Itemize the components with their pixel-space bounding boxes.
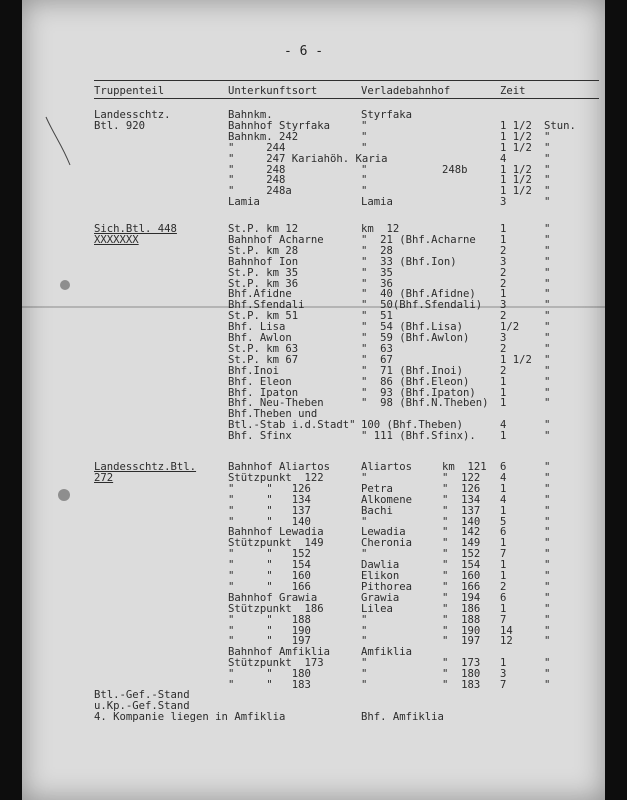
cell-verladebahnhof: Elikon	[361, 570, 400, 582]
cell-zeit: 6	[500, 591, 507, 604]
cell-zeit: 1	[500, 375, 507, 388]
cell-verladebahnhof: "	[361, 657, 368, 670]
cell-unterkunftsort: St.P. km 63	[228, 342, 299, 355]
cell-zeit: 1	[500, 288, 507, 301]
unit-name-line: Landesschtz.	[94, 109, 171, 121]
cell-unterkunftsort: " 247 Kariahöh. Karia	[228, 152, 388, 165]
cell-zeit: 1	[500, 386, 507, 399]
cell-zeit: 1	[500, 397, 507, 410]
punch-hole	[58, 489, 70, 501]
cell-unterkunftsort: Stützpunkt 149	[228, 537, 324, 550]
cell-unterkunftsort: St.P. km 67	[228, 353, 299, 366]
cell-verladebahnhof: "	[361, 613, 368, 626]
cell-zeit: 6	[500, 526, 507, 539]
cell-km: " 186	[442, 602, 481, 615]
cell-zeit-unit: "	[544, 223, 551, 235]
cell-zeit-unit: "	[544, 185, 551, 198]
cell-km: " 173	[442, 657, 481, 670]
cell-unterkunftsort: " 244	[228, 141, 286, 154]
cell-km: " 152	[442, 548, 481, 561]
cell-zeit: 14	[500, 624, 513, 637]
cell-zeit-unit: "	[544, 624, 551, 637]
cell-unterkunftsort: St.P. km 36	[228, 277, 299, 290]
cell-zeit: 2	[500, 364, 507, 377]
unit-name-line: Btl. 920	[94, 119, 146, 132]
cell-zeit-unit: "	[544, 332, 551, 344]
cell-zeit-unit: "	[544, 526, 551, 539]
header-zeit: Zeit	[500, 85, 526, 97]
cell-km: " 190	[442, 624, 481, 637]
cell-unterkunftsort: Bahnhof Acharne	[228, 233, 324, 246]
footer-note: u.Kp.-Gef.Stand	[94, 699, 190, 712]
cell-zeit-unit: "	[544, 482, 551, 495]
cell-zeit: 1	[500, 657, 507, 670]
cell-km: " 142	[442, 526, 481, 539]
header-bottom-rule	[94, 98, 599, 99]
cell-zeit: 2	[500, 277, 507, 290]
cell-verladebahnhof: "	[361, 515, 368, 528]
cell-km: " 122	[442, 471, 481, 484]
cell-unterkunftsort: St.P. km 28	[228, 244, 299, 257]
cell-zeit: 7	[500, 679, 507, 691]
cell-zeit-unit: "	[544, 602, 551, 615]
cell-zeit: 2	[500, 266, 507, 279]
cell-zeit: 4	[500, 471, 507, 484]
cell-km: " 134	[442, 493, 481, 506]
cell-verladebahnhof: "	[361, 679, 368, 691]
cell-verladebahnhof: " 54 (Bhf.Lisa)	[361, 321, 464, 334]
cell-zeit-unit: "	[544, 430, 551, 443]
punch-hole	[60, 280, 70, 290]
header-unterkunftsort: Unterkunftsort	[228, 85, 318, 97]
cell-zeit-unit: "	[544, 152, 551, 165]
cell-km: " 183	[442, 679, 481, 691]
footer-verladebahnhof: Bhf. Amfiklia	[361, 710, 444, 723]
cell-zeit-unit: "	[544, 559, 551, 572]
cell-zeit: 3	[500, 332, 507, 344]
cell-zeit: 1	[500, 482, 507, 495]
cell-verladebahnhof: 100 (Bhf.Theben)	[361, 419, 464, 432]
cell-km: " 140	[442, 515, 481, 528]
cell-zeit: 1 1/2	[500, 130, 532, 143]
cell-zeit: 1	[500, 504, 507, 517]
cell-zeit-unit: "	[544, 537, 551, 550]
cell-verladebahnhof: Petra	[361, 482, 393, 495]
cell-unterkunftsort: Bahnkm. 242	[228, 130, 299, 143]
cell-zeit: 7	[500, 613, 507, 626]
cell-verladebahnhof: " 63	[361, 342, 393, 355]
cell-zeit: 4	[500, 493, 507, 506]
unit-name-line: XXXXXXX	[94, 233, 139, 246]
cell-zeit: 1 1/2	[500, 163, 532, 176]
cell-zeit: 1 1/2	[500, 174, 532, 187]
cell-verladebahnhof: "	[361, 141, 368, 154]
cell-zeit: 5	[500, 515, 507, 528]
cell-zeit: 6	[500, 461, 507, 473]
cell-verladebahnhof: Grawia	[361, 591, 400, 604]
cell-zeit: 1	[500, 570, 507, 582]
cell-verladebahnhof: km 12	[361, 223, 400, 235]
cell-zeit-unit: "	[544, 515, 551, 528]
cell-unterkunftsort: Bhf.Theben und	[228, 408, 318, 421]
cell-zeit-unit: "	[544, 141, 551, 154]
cell-verladebahnhof: "	[361, 668, 368, 681]
cell-km: 248b	[442, 163, 468, 176]
cell-zeit-unit: "	[544, 679, 551, 691]
cell-km: " 197	[442, 635, 481, 648]
cell-zeit: 2	[500, 580, 507, 593]
cell-zeit: 2	[500, 244, 507, 257]
cell-zeit-unit: "	[544, 570, 551, 582]
cell-verladebahnhof: Styrfaka	[361, 109, 413, 121]
cell-verladebahnhof: Pithorea	[361, 580, 413, 593]
cell-zeit: 1	[500, 537, 507, 550]
cell-unterkunftsort: " " 180	[228, 668, 311, 681]
header-top-rule	[94, 80, 599, 81]
cell-unterkunftsort: Bahnhof Amfiklia	[228, 646, 331, 659]
cell-verladebahnhof: " 86 (Bhf.Eleon)	[361, 375, 470, 388]
cell-verladebahnhof: "	[361, 548, 368, 561]
cell-zeit-unit: "	[544, 548, 551, 561]
cell-unterkunftsort: Stützpunkt 122	[228, 471, 324, 484]
cell-verladebahnhof: "	[361, 130, 368, 143]
cell-km: " 180	[442, 668, 481, 681]
cell-zeit-unit: "	[544, 130, 551, 143]
cell-unterkunftsort: " " 197	[228, 635, 311, 648]
cell-zeit-unit: "	[544, 386, 551, 399]
page-number: - 6 -	[284, 44, 324, 59]
cell-zeit-unit: "	[544, 244, 551, 257]
cell-unterkunftsort: St.P. km 35	[228, 266, 299, 279]
cell-km: " 194	[442, 591, 481, 604]
cell-verladebahnhof: " 21 (Bhf.Acharne	[361, 233, 476, 246]
cell-zeit: 1	[500, 223, 507, 235]
cell-verladebahnhof: " 71 (Bhf.Inoi)	[361, 364, 464, 377]
cell-verladebahnhof: "	[361, 163, 368, 176]
cell-zeit-unit: "	[544, 397, 551, 410]
cell-zeit: 1	[500, 559, 507, 572]
header-truppenteil: Truppenteil	[94, 85, 165, 97]
cell-verladebahnhof: " 33 (Bhf.Ion)	[361, 255, 457, 268]
cell-verladebahnhof: "	[361, 119, 368, 132]
cell-unterkunftsort: " " 183	[228, 679, 311, 691]
cell-verladebahnhof: "	[361, 635, 368, 648]
cell-zeit-unit: "	[544, 299, 551, 312]
cell-verladebahnhof: " 93 (Bhf.Ipaton)	[361, 386, 476, 399]
cell-km: " 154	[442, 559, 481, 572]
cell-zeit-unit: "	[544, 163, 551, 176]
cell-verladebahnhof: Amfiklia	[361, 646, 413, 659]
cell-zeit-unit: "	[544, 310, 551, 323]
cell-zeit: 7	[500, 548, 507, 561]
cell-unterkunftsort: " " 134	[228, 493, 311, 506]
cell-zeit-unit: "	[544, 461, 551, 473]
cell-zeit-unit: "	[544, 635, 551, 648]
cell-verladebahnhof: Aliartos	[361, 461, 413, 473]
cell-zeit-unit: "	[544, 657, 551, 670]
cell-zeit-unit: "	[544, 419, 551, 432]
cell-zeit: 2	[500, 342, 507, 355]
cell-zeit: 1 1/2	[500, 185, 532, 198]
cell-verladebahnhof: " 28	[361, 244, 393, 257]
cell-zeit-unit: "	[544, 668, 551, 681]
cell-unterkunftsort: " " 137	[228, 504, 311, 517]
cell-zeit: 1	[500, 233, 507, 246]
cell-unterkunftsort: Lamia	[228, 196, 260, 209]
cell-zeit: 1 1/2	[500, 353, 532, 366]
cell-unterkunftsort: Bhf. Lisa	[228, 321, 286, 334]
cell-unterkunftsort: St.P. km 12	[228, 223, 299, 235]
cell-verladebahnhof: " 35	[361, 266, 393, 279]
cell-verladebahnhof: "	[361, 624, 368, 637]
unit-name-line: Landesschtz.Btl.	[94, 461, 197, 473]
cell-unterkunftsort: Btl.-Stab i.d.Stadt"	[228, 419, 356, 432]
cell-zeit-unit: "	[544, 342, 551, 355]
cell-verladebahnhof: " 111 (Bhf.Sfinx).	[361, 430, 476, 443]
cell-unterkunftsort: Bahnkm.	[228, 109, 273, 121]
cell-unterkunftsort: Bahnhof Lewadia	[228, 526, 324, 539]
cell-km: " 137	[442, 504, 481, 517]
cell-zeit-unit: "	[544, 364, 551, 377]
cell-unterkunftsort: Bahnhof Ion	[228, 255, 299, 268]
cell-unterkunftsort: Bhf.Sfendali	[228, 299, 305, 312]
cell-zeit: 1/2	[500, 321, 520, 334]
cell-zeit: 3	[500, 196, 507, 209]
cell-unterkunftsort: " " 154	[228, 559, 311, 572]
cell-zeit-unit: "	[544, 321, 551, 334]
cell-verladebahnhof: Bachi	[361, 504, 393, 517]
cell-unterkunftsort: " " 188	[228, 613, 311, 626]
cell-zeit-unit: Stun.	[544, 119, 576, 132]
cell-verladebahnhof: Lewadia	[361, 526, 406, 539]
cell-zeit: 1	[500, 430, 507, 443]
cell-verladebahnhof: " 36	[361, 277, 393, 290]
cell-zeit: 4	[500, 152, 507, 165]
cell-unterkunftsort: Bhf.Afidne	[228, 288, 292, 301]
cell-unterkunftsort: Bhf. Neu-Theben	[228, 397, 324, 410]
pen-stroke-mark	[44, 115, 74, 175]
cell-zeit: 3	[500, 668, 507, 681]
cell-verladebahnhof: Cheronia	[361, 537, 413, 550]
cell-verladebahnhof: Lilea	[361, 602, 393, 615]
cell-unterkunftsort: " " 166	[228, 580, 311, 593]
cell-unterkunftsort: Bhf. Awlon	[228, 332, 292, 344]
cell-zeit-unit: "	[544, 353, 551, 366]
cell-zeit-unit: "	[544, 174, 551, 187]
cell-unterkunftsort: Stützpunkt 186	[228, 602, 324, 615]
cell-zeit: 1	[500, 602, 507, 615]
cell-zeit-unit: "	[544, 471, 551, 484]
cell-unterkunftsort: " 248a	[228, 185, 292, 198]
cell-verladebahnhof: Lamia	[361, 196, 393, 209]
cell-unterkunftsort: " 248	[228, 174, 286, 187]
cell-unterkunftsort: " " 126	[228, 482, 311, 495]
cell-unterkunftsort: " " 160	[228, 570, 311, 582]
cell-km: " 188	[442, 613, 481, 626]
cell-unterkunftsort: " " 152	[228, 548, 311, 561]
cell-zeit: 1 1/2	[500, 141, 532, 154]
cell-verladebahnhof: "	[361, 185, 368, 198]
cell-verladebahnhof: "	[361, 471, 368, 484]
cell-zeit: 3	[500, 299, 507, 312]
cell-unterkunftsort: " " 140	[228, 515, 311, 528]
cell-zeit-unit: "	[544, 255, 551, 268]
cell-zeit-unit: "	[544, 591, 551, 604]
cell-verladebahnhof: " 40 (Bhf.Afidne)	[361, 288, 476, 301]
cell-unterkunftsort: Bahnhof Styrfaka	[228, 119, 331, 132]
cell-zeit: 3	[500, 255, 507, 268]
cell-verladebahnhof: " 50(Bhf.Sfendali)	[361, 299, 483, 312]
cell-unterkunftsort: " 248	[228, 163, 286, 176]
cell-unterkunftsort: St.P. km 51	[228, 310, 299, 323]
cell-km: " 166	[442, 580, 481, 593]
cell-zeit-unit: "	[544, 493, 551, 506]
cell-zeit-unit: "	[544, 266, 551, 279]
cell-zeit: 12	[500, 635, 513, 648]
cell-unterkunftsort: Stützpunkt 173	[228, 657, 324, 670]
cell-km: " 126	[442, 482, 481, 495]
cell-zeit-unit: "	[544, 233, 551, 246]
cell-zeit: 4	[500, 419, 507, 432]
cell-zeit-unit: "	[544, 288, 551, 301]
cell-verladebahnhof: " 67	[361, 353, 393, 366]
cell-unterkunftsort: Bahnhof Grawia	[228, 591, 318, 604]
footer-note: 4. Kompanie liegen in Amfiklia	[94, 710, 286, 723]
footer-note: Btl.-Gef.-Stand	[94, 689, 190, 701]
cell-zeit-unit: "	[544, 504, 551, 517]
cell-zeit: 2	[500, 310, 507, 323]
cell-zeit-unit: "	[544, 580, 551, 593]
cell-verladebahnhof: Dawlia	[361, 559, 400, 572]
cell-unterkunftsort: Bhf. Sfinx	[228, 430, 292, 443]
cell-unterkunftsort: Bhf. Ipaton	[228, 386, 299, 399]
cell-zeit-unit: "	[544, 613, 551, 626]
cell-zeit-unit: "	[544, 375, 551, 388]
cell-zeit-unit: "	[544, 277, 551, 290]
cell-verladebahnhof: " 51	[361, 310, 393, 323]
cell-verladebahnhof: Alkomene	[361, 493, 413, 506]
cell-zeit: 1 1/2	[500, 119, 532, 132]
unit-name-line: 272	[94, 471, 114, 484]
header-verladebahnhof: Verladebahnhof	[361, 85, 451, 97]
cell-unterkunftsort: Bhf. Eleon	[228, 375, 292, 388]
cell-verladebahnhof: " 98 (Bhf.N.Theben)	[361, 397, 489, 410]
cell-km: " 160	[442, 570, 481, 582]
cell-zeit-unit: "	[544, 196, 551, 209]
cell-unterkunftsort: " " 190	[228, 624, 311, 637]
document-page	[22, 0, 605, 800]
cell-verladebahnhof: " 59 (Bhf.Awlon)	[361, 332, 470, 344]
cell-km: " 149	[442, 537, 481, 550]
cell-km: km 121	[442, 461, 487, 473]
cell-unterkunftsort: Bahnhof Aliartos	[228, 461, 331, 473]
cell-unterkunftsort: Bhf.Inoi	[228, 364, 280, 377]
unit-name-line: Sich.Btl. 448	[94, 223, 177, 235]
cell-verladebahnhof: "	[361, 174, 368, 187]
